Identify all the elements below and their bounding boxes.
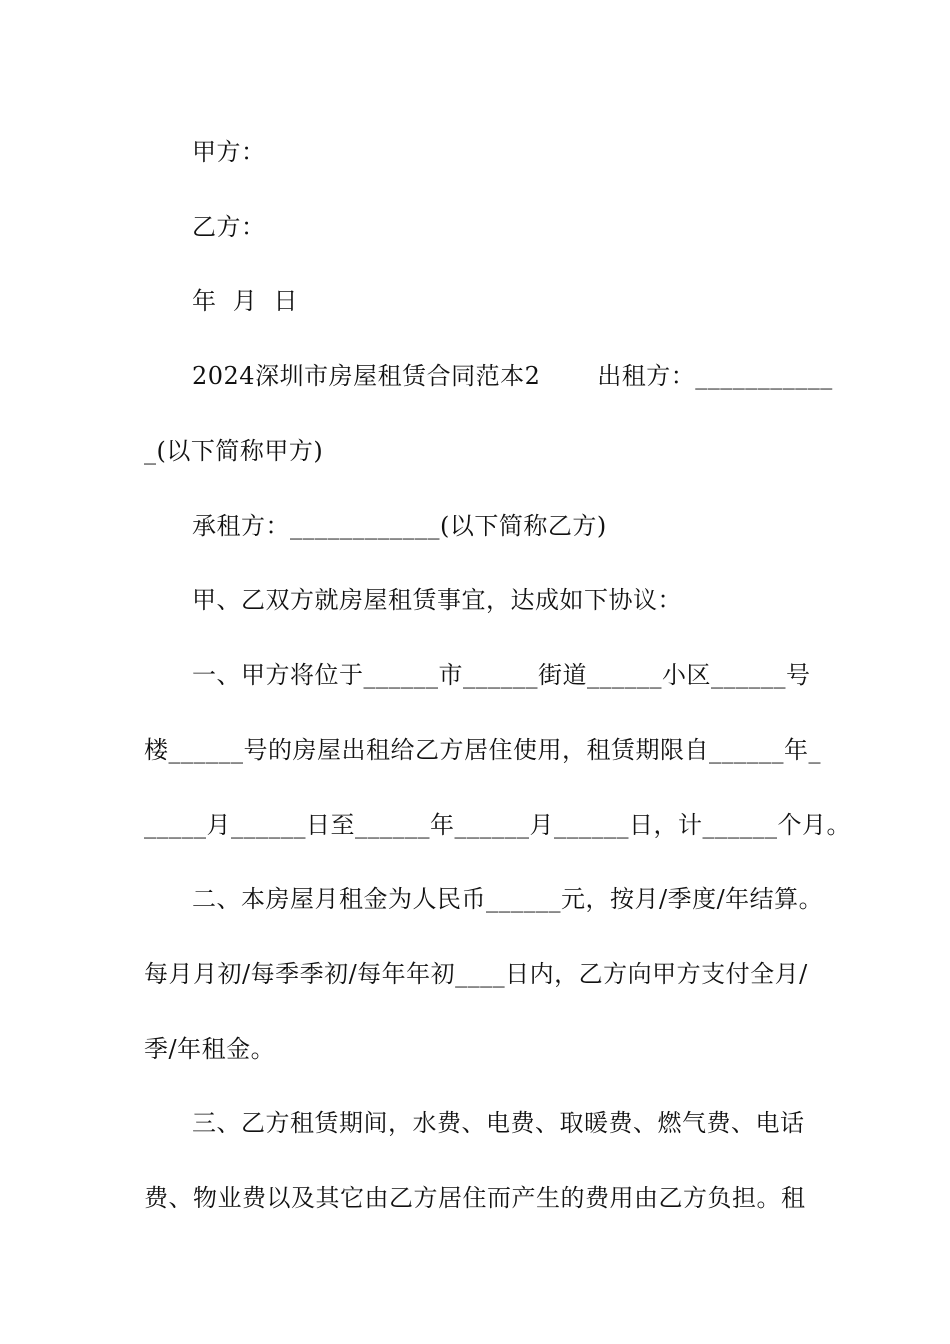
- clause-1-line-2: 楼______号的房屋出租给乙方居住使用，租赁期限自______年_: [144, 736, 821, 764]
- clause-3-line-1: 三、乙方租赁期间，水费、电费、取暖费、燃气费、电话: [192, 1109, 805, 1137]
- clause-3-line-2: 费、物业费以及其它由乙方居住而产生的费用由乙方负担。租: [144, 1184, 806, 1212]
- lessee-line: 承租方：____________(以下简称乙方): [192, 512, 607, 540]
- lessor-note-line: _(以下简称甲方): [144, 437, 324, 465]
- clause-2-line-1: 二、本房屋月租金为人民币______元，按月/季度/年结算。: [192, 885, 824, 913]
- agreement-intro-line: 甲、乙双方就房屋租赁事宜，达成如下协议：: [192, 586, 682, 614]
- clause-2-line-3: 季/年租金。: [144, 1035, 276, 1063]
- date-line: 年 月 日: [192, 287, 299, 315]
- clause-2-line-2: 每月月初/每季季初/每年年初____日内，乙方向甲方支付全月/: [144, 960, 808, 988]
- contract-title-line: 2024深圳市房屋租赁合同范本2 出租方：___________: [192, 362, 833, 390]
- clause-1-line-1: 一、甲方将位于______市______街道______小区______号: [192, 661, 811, 689]
- clause-1-line-3: _____月______日至______年______月______日，计______个月。: [144, 811, 851, 839]
- party-a-line: 甲方：: [192, 138, 266, 166]
- party-b-line: 乙方：: [192, 213, 266, 241]
